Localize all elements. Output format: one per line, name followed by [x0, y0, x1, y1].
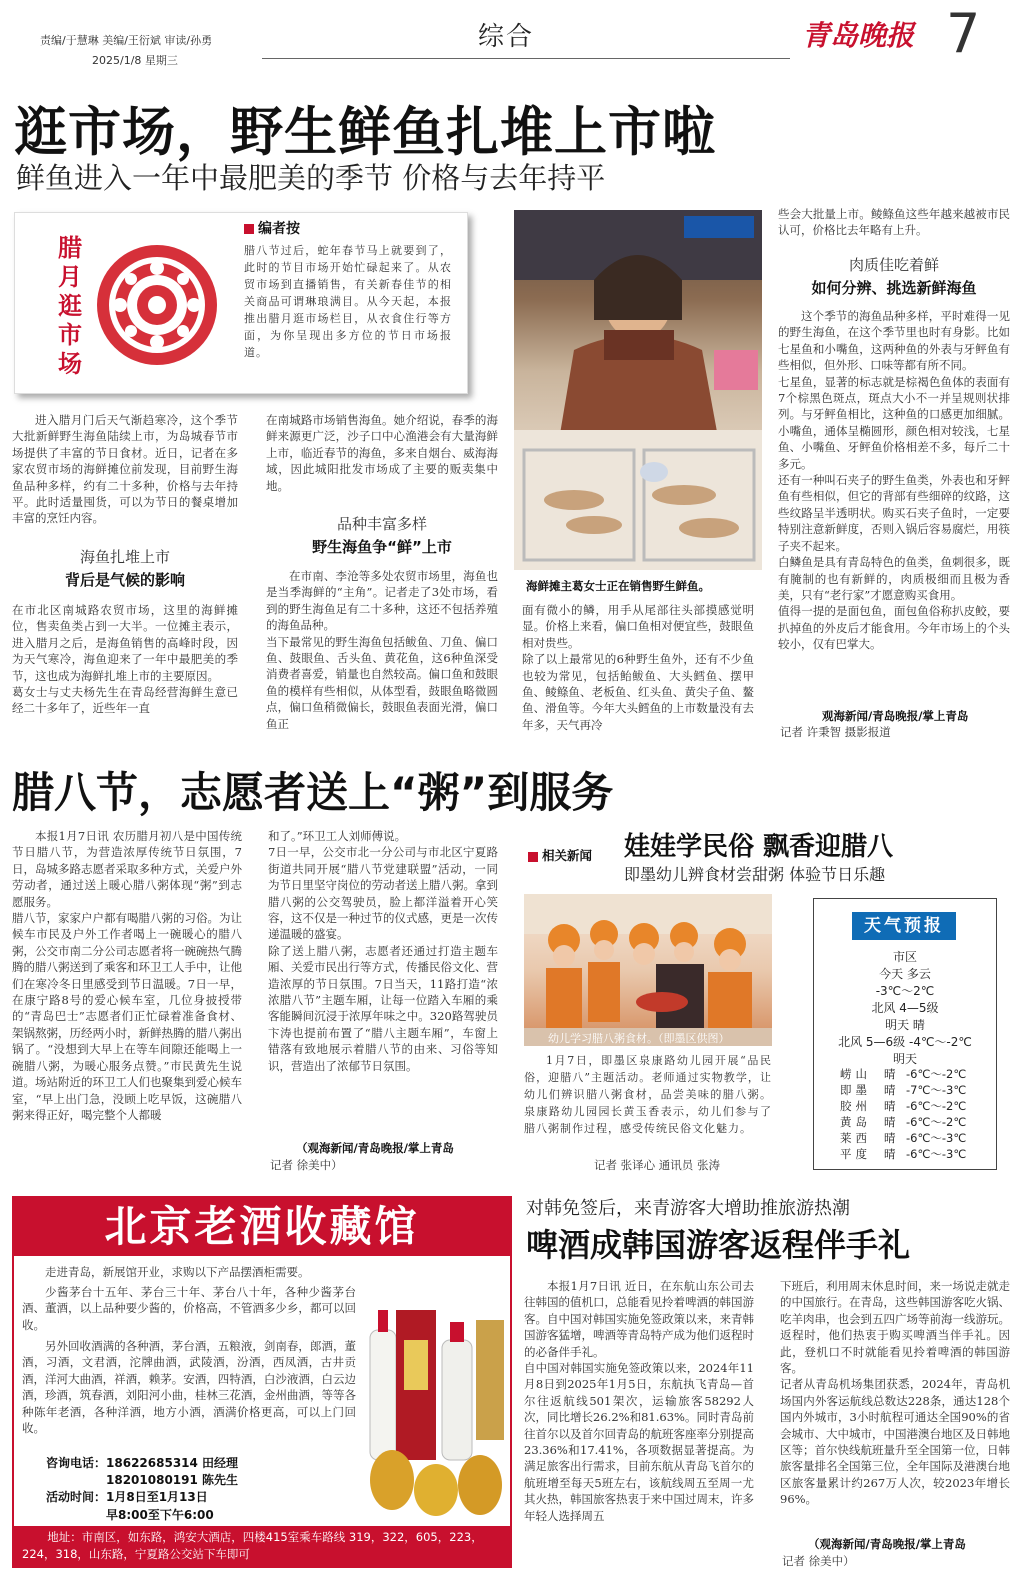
article1-col2-body: 在市南、李沧等多处农贸市场里，海鱼也是当季海鲜的“主角”。记者走了3处市场，看到的野生海鱼足有二十多种，这还不包括养殖的海鱼品种。 当下最常见的野生海鱼包括鲅鱼、刀鱼、偏口鱼、鼓眼鱼、舌头鱼、黄花鱼，这6种鱼深受消费者喜爱，销量也自然较高。偏口鱼和鼓眼鱼的模样有些相似，从体型看，鼓眼鱼略微圆点，偏口鱼稍微偏长，鼓眼鱼表面光滑，偏口鱼正	[266, 569, 498, 731]
fish-market-photo	[514, 210, 762, 570]
weather-city-condition: 晴	[884, 1115, 896, 1129]
header-rule	[262, 58, 790, 59]
ad-time-2: 早8:00至下午6:00	[106, 1508, 214, 1522]
article1-col2-head: 野生海鱼争“鲜”上市	[312, 538, 452, 556]
weather-city-row	[840, 1066, 990, 1082]
section-name: 综合	[478, 22, 535, 52]
related-title: 娃娃学民俗 飘香迎腊八	[624, 832, 894, 862]
article1-col1-kicker: 海鱼扎堆上市	[79, 548, 170, 566]
article1-col4-kicker: 肉质佳吃着鲜	[848, 256, 939, 274]
weather-title: 天气预报	[852, 912, 956, 940]
ad-phone-2: 18201080191 陈先生	[106, 1473, 239, 1487]
weather-city-name: 莱西	[840, 1131, 871, 1145]
weather-city-condition: 晴	[884, 1067, 896, 1081]
weather-city-condition: 晴	[884, 1147, 896, 1161]
kindergarten-illustration	[524, 894, 772, 1046]
weather-today-temp: -3℃～2℃	[875, 984, 935, 998]
weather-city-list	[840, 1066, 990, 1162]
header-editors: 责编/于慧琳 美编/王衍斌 审读/孙勇	[40, 34, 213, 47]
weather-area: 市区	[892, 950, 917, 964]
weather-today-wind: 北风 4—5级	[871, 1001, 939, 1015]
weather-city-name: 胶州	[840, 1099, 871, 1113]
weather-tomorrow-wind-temp: 北风 5—6级 -4℃～-2℃	[838, 1035, 972, 1049]
weather-city-row	[840, 1130, 990, 1146]
article1-credit: 观海新闻/青岛晚报/掌上青岛	[822, 709, 969, 723]
article1-col3-body: 面有微小的鳞，用手从尾部往头部摸感觉明显。价格上来看，偏口鱼相对便宜些，鼓眼鱼相对贵些。 除了以上最常见的6种野生鱼外，还有不少鱼也较为常见，包括鲐鲅鱼、大头鳕鱼、摆甲鱼、鲮鲦鱼、老板鱼、红头鱼、黄尖子鱼、鳌鱼、滑鱼等。今年大头鳕鱼的上市数量没有去年多，天气再冷	[522, 603, 754, 732]
weather-city-name: 即墨	[840, 1083, 871, 1097]
ad-address: 地址：市南区，如东路，鸿安大酒店，四楼415室乘车路线 319，322，605，223，224，318，山东路，宁夏路公交站下车即可	[14, 1526, 510, 1566]
article1-subtitle: 鲜鱼进入一年中最肥美的季节 价格与去年持平	[16, 161, 606, 195]
weather-city-name: 黄岛	[840, 1115, 871, 1129]
article1-col2-intro: 在南城路市场销售海鱼。她介绍说，春季的海鲜来源更广泛，沙子口中心渔港会有大量海鲜上市，临近春节的海鱼，多来自烟台、威海海域，因此城阳批发市场成了主要的贩卖集中地。	[266, 413, 498, 493]
page-number: 7	[946, 2, 981, 65]
weather-city-temp: -6℃～-3℃	[906, 1131, 967, 1145]
weather-city-condition: 晴	[884, 1131, 896, 1145]
ad-time-1: 活动时间：1月8日至1月13日	[46, 1490, 208, 1504]
article3-kicker: 对韩免签后，来青游客大增助推旅游热潮	[526, 1198, 850, 1219]
weather-city-temp: -6℃～-2℃	[906, 1067, 967, 1081]
weather-city-row	[840, 1114, 990, 1130]
article1-col4-head: 如何分辨、挑选新鲜海鱼	[811, 279, 977, 297]
kindergarten-photo-text: 幼儿学习腊八粥食材。（即墨区供图）	[548, 1032, 730, 1045]
weather-tomorrow-2: 明天	[892, 1052, 917, 1066]
article3-reporter: 记者 徐美中）	[782, 1554, 855, 1568]
paper-logo: 青岛晚报	[802, 19, 915, 52]
article3-col1: 本报1月7日讯 近日，在东航山东公司去往韩国的值机口，总能看见拎着啤酒的韩国游客。自中国对韩国实施免签政策以来，来青韩国游客猛增，啤酒等青岛特产成为他们返程时的必备伴手礼。 自中国对韩国实施免签政策以来，2024年11月8日到2025年1月5日，东航执飞青岛—首尔往返航线501架次，运输旅客58292人次，同比增长26.2%和81.63%。同时青岛前往首尔以及首尔回青岛的航班客座率分别提高23.36%和17.41%，各项数据显著提高。为满足旅客出行需求，目前东航从青岛飞首尔的航班增至每天5班左右，该航线周五至周一尤其火热，韩国旅客热衷于来中国过周末，许多年轻人选择周五	[524, 1279, 754, 1523]
weather-today: 今天 多云	[879, 967, 931, 981]
weather-tomorrow: 明天 晴	[885, 1018, 925, 1032]
article2-title: 腊八节，志愿者送上“粥”到服务	[12, 768, 614, 817]
fish-photo-caption: 海鲜摊主葛女士正在销售野生鲜鱼。	[526, 579, 710, 593]
editor-note-label-text: 编者按	[258, 221, 300, 237]
fish-market-illustration	[514, 210, 762, 570]
ad-phone-label: 咨询电话：	[46, 1456, 107, 1470]
article1-reporter: 记者 许秉智 摄影报道	[780, 725, 891, 739]
ad-intro: 走进青岛，新展馆开业，求购以下产品摆酒柜需要。	[45, 1265, 310, 1279]
article2-reporter: 记者 徐美中）	[270, 1158, 343, 1172]
red-square-icon	[528, 852, 538, 862]
header-date: 2025/1/8 星期三	[92, 54, 178, 67]
article2-credit: （观海新闻/青岛晚报/掌上青岛	[296, 1141, 454, 1155]
liquor-bottles-image	[360, 1300, 510, 1520]
related-subtitle: 即墨幼儿辨食材尝甜粥 体验节日乐趣	[624, 865, 886, 884]
article3-title: 啤酒成韩国游客返程伴手礼	[526, 1226, 911, 1264]
weather-city-temp: -6℃～-3℃	[906, 1147, 967, 1161]
related-caption: 1月7日，即墨区泉康路幼儿园开展“品民俗，迎腊八”主题活动。老师通过实物教学，让幼儿们辨识腊八粥食材，品尝美味的腊八粥。泉康路幼儿园园长黄玉香表示，幼儿们参与了腊八粥制作过程，感受传统民俗文化魅力。	[524, 1054, 772, 1135]
red-square-icon	[244, 224, 254, 234]
article1-title: 逛市场，野生鲜鱼扎堆上市啦	[14, 102, 716, 163]
article1-col2-kicker: 品种丰富多样	[336, 515, 427, 533]
article3-credit: （观海新闻/青岛晚报/掌上青岛	[808, 1537, 966, 1551]
editor-note-text: 腊八节过后，蛇年春节马上就要到了，此时的节目市场开始忙碌起来了。从农贸市场到直播销售，有关新春佳节的相关商品可谓琳琅满目。从今天起，本报推出腊月逛市场栏目，从衣食住行等方面，为你呈现出多方位的节日市场报道。	[244, 244, 452, 359]
ad-paragraph-1: 少酱茅台十五年、茅台三十年、茅台八十年，各种少酱茅台酒、董酒，以上品种要少酱的，价格高，不管酒多少乡，都可以回收。	[22, 1285, 356, 1332]
ad-paragraph-2: 另外回收酒满的各种酒，茅台酒，五粮液，剑南春，郎酒，董酒，习酒，文君酒，沱牌曲酒，武陵酒，汾酒，西凤酒，古井贡酒，洋河大曲酒，祥酒，赖茅。安酒，四特酒，白沙液酒，白云边酒，珍酒，筑春酒，刘阳河小曲，桂林三花酒，金州曲酒，等等各种陈年老酒，各种洋酒，地方小酒，酒满价格更高，可以上门回收。	[22, 1339, 356, 1436]
kindergarten-photo	[524, 894, 772, 1046]
related-label	[528, 846, 592, 864]
paper-cut-flower-icon	[92, 240, 222, 370]
weather-city-row	[840, 1098, 990, 1114]
weather-city-row	[840, 1082, 990, 1098]
weather-city-name: 崂山	[840, 1067, 871, 1081]
weather-city-temp: -7℃～-3℃	[906, 1083, 967, 1097]
editor-note-label	[244, 218, 300, 238]
weather-city-temp: -6℃～-2℃	[906, 1115, 967, 1129]
ad-phone-line-1	[46, 1454, 238, 1471]
article1-col1-body: 在市北区南城路农贸市场，这里的海鲜摊位，售卖鱼类占到一大半。一位摊主表示，进入腊月之后，是海鱼销售的高峰时段，因为天气寒冷，海鱼迎来了一年中最肥美的季节，这也成为海鲜扎堆上市的主要原因。 葛女士与丈夫杨先生在青岛经营海鲜生意已经二十多年了，近些年一直	[12, 603, 238, 716]
weather-city-row	[840, 1146, 990, 1162]
ad-phone-1: 18622685314 田经理	[106, 1456, 239, 1470]
article1-col4-body: 这个季节的海鱼品种多样，平时难得一见的野生海鱼，在这个季节里也时有身影。比如七星鱼和小嘴鱼，这两种鱼的外表与牙鲆鱼有些相似，但外形、口味等都有所不同。 七星鱼，显著的标志就是棕褐色鱼体的表面有7个棕黑色斑点，斑点大小不一并呈规则状排列。与牙鲆鱼相比，这种鱼的口感更加细腻。小嘴鱼，通体呈椭圆形，颜色相对较浅，七星鱼、小嘴鱼、牙鲆鱼价格相差不多，每斤二十多元。 还有一种叫石夹子的野生鱼类，外表也和牙鲆鱼有些相似，但它的背部有些细碎的纹路，这些纹路呈半透明状。购买石夹子鱼时，一定要特别注意新鲜度，否则入锅后容易腐烂，用筷子夹不起来。 白鳞鱼是具有青岛特色的鱼类，鱼刺很多，既有腌制的也有新鲜的，肉质极细而且极为香美，只有“老行家”才愿意购买食用。 值得一提的是面包鱼，面包鱼俗称扒皮鲛，要扒掉鱼的外皮后才能食用。今年市场上的个头较小，仅有巴掌大。	[778, 309, 1010, 652]
article3-col2: 下班后，利用周末休息时间，来一场说走就走的中国旅行。在青岛，这些韩国游客吃火锅、吃羊肉串，也会到五四广场等前海一线游玩。返程时，他们热衷于购买啤酒当伴手礼。因此，登机口不时就能看见拎着啤酒的韩国游客。 记者从青岛机场集团获悉，2024年，青岛机场国内外客运航线总数达228条，通达128个国内外城市，3小时航程可通达全国90%的省会城市、大中城市，中国港澳台地区及日韩地区等；首尔快线航班量升至全国第一位，日韩旅客量排名全国第三位，全年国际及港澳台地区旅客量累计约267万人次，较2023年增长96%。	[780, 1279, 1010, 1507]
article1-col4-intro: 些会大批量上市。鲮鲦鱼这些年越来越被市民认可，价格比去年略有上升。	[778, 207, 1010, 238]
article1-col1-head: 背后是气候的影响	[64, 571, 185, 589]
column-logo-text: 腊月逛市场	[58, 234, 82, 378]
weather-city-temp: -6℃～-2℃	[906, 1099, 967, 1113]
article1-col1-intro: 进入腊月门后天气渐趋寒冷，这个季节大批新鲜野生海鱼陆续上市，为岛城春节市场提供了丰富的节日食材。近日，记者在多家农贸市场的海鲜摊位前发现，目前野生海鱼品种多样，约有二十多种，价格与去年持平。此时适量囤货，可以为节日的餐桌增加丰富的烹饪内容。	[12, 413, 238, 526]
weather-city-name: 平度	[840, 1147, 871, 1161]
related-label-text: 相关新闻	[542, 848, 593, 863]
article2-col1: 本报1月7日讯 农历腊月初八是中国传统节日腊八节，为营造浓厚传统节日氛围，7日，岛城多路志愿者采取多种方式，关爱户外劳动者，通过送上暖心腊八粥体现“粥”到志愿服务。 腊八节，家家户户都有喝腊八粥的习俗。为让候车市民及户外工作者喝上一碗暖心的腊八粥，公交市南二分公司志愿者将一碗碗热气腾腾的腊八粥送到了乘客和环卫工人手中，让他们在寒冷冬日里感受到节日温暖。7日一早，在康宁路8号的爱心候车室，几位身披授带的“青岛巴士”志愿者们正忙碌着准备食材、架锅熬粥，历经两小时，新鲜热腾的腊八粥出锅了。“没想到大早上在等车间隙还能喝上一碗腊八粥，为暖心服务点赞。”市民黄先生说道。场站附近的环卫工人们也聚集到爱心候车室，“早上出门急，没顾上吃早饭，这碗腊八粥来得正好，喝完整个人都暖	[12, 829, 242, 1122]
weather-city-condition: 晴	[884, 1083, 896, 1097]
related-reporter: 记者 张译心 通讯员 张涛	[594, 1158, 720, 1172]
weather-city-condition: 晴	[884, 1099, 896, 1113]
article2-col2: 和了。”环卫工人刘师傅说。 7日一早，公交市北一分公司与市北区宁夏路街道共同开展“腊八节党建联盟”活动，一同为节日里坚守岗位的劳动者送上腊八粥。拿到腊八粥的公交驾驶员，脸上都洋溢着开心笑容，这不仅是一种过节的仪式感，更是一次传递温暖的盛宴。 除了送上腊八粥，志愿者还通过打造主题车厢、关爱市民出行等方式，传播民俗文化、营造浓厚的节日氛围。7日当天，11路打造“浓浓腊八节”主题车厢，让每一位踏入车厢的乘客能瞬间沉浸于浓厚年味之中。320路驾驶员卞涛也提前布置了“腊八主题车厢”，车窗上错落有致地展示着腊八节的由来、习俗等知识，营造出了浓郁节日氛围。	[268, 829, 498, 1073]
ad-title: 北京老酒收藏馆	[14, 1198, 510, 1256]
